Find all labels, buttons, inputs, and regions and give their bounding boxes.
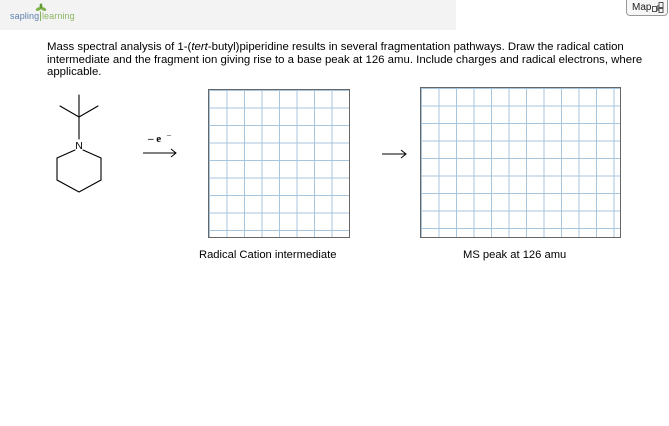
question-italic-tert: tert [191, 41, 208, 53]
nitrogen-atom: N [75, 140, 83, 152]
map-icon [652, 2, 664, 13]
electron-loss-arrow [140, 129, 182, 161]
question-part2: -butyl)piperidine results in several fragmentation pathways. Draw the radical cation intermediate and the fragment ion giving rise to a base peak at 126 amu. Include charges and radical electrons, where applicable. [47, 41, 643, 79]
logo-sapling-text: sapling [10, 11, 40, 21]
radical-cation-caption: Radical Cation intermediate [199, 249, 337, 261]
bond-methyl-right [79, 106, 98, 117]
radical-cation-drawing-canvas[interactable] [208, 89, 350, 238]
header-bar [0, 0, 456, 30]
question-part1: Mass spectral analysis of 1-( [47, 41, 192, 53]
bond-methyl-left [60, 106, 79, 117]
ms-peak-drawing-canvas[interactable] [420, 87, 621, 238]
logo-learning-text: learning [41, 11, 75, 21]
map-button[interactable] [626, 0, 668, 16]
fragmentation-arrow [381, 146, 411, 162]
map-button-label: Map [632, 2, 652, 13]
ms-peak-caption: MS peak at 126 amu [463, 249, 567, 261]
electron-charge-superscript: – [167, 130, 171, 139]
tert-butylpiperidine-structure [44, 94, 110, 202]
minus-electron-label: – e [148, 133, 162, 145]
question-text [47, 41, 652, 79]
logo-stem: | [39, 11, 42, 22]
leaf-icon [35, 3, 47, 13]
piperidine-ring [57, 150, 101, 192]
